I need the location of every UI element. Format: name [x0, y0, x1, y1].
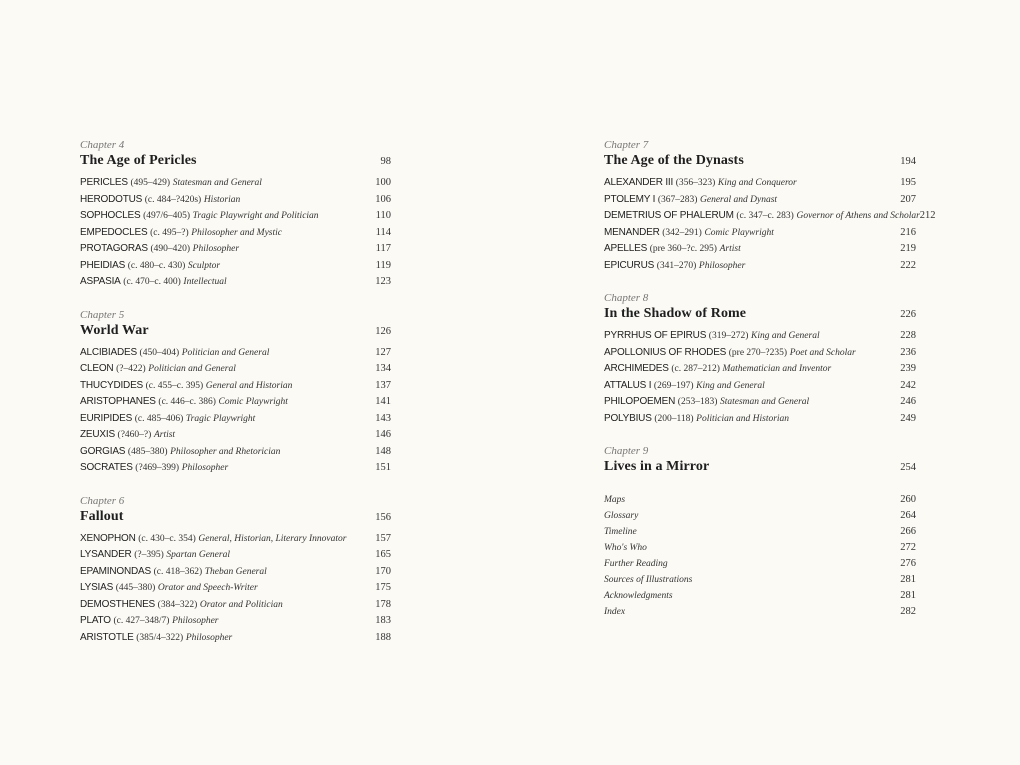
entry-name: XENOPHON	[80, 532, 136, 544]
entry-text	[80, 241, 239, 258]
back-matter-label: Index	[604, 607, 626, 617]
entry-name: DEMETRIUS OF PHALERUM	[604, 210, 734, 221]
toc-entry	[604, 378, 916, 395]
entry-dates: (c. 347–c. 283)	[736, 211, 794, 221]
entry-page-number: 242	[900, 379, 916, 391]
entry-text	[80, 564, 267, 581]
entry-dates: (385/4–322)	[136, 632, 184, 643]
entry-text	[604, 411, 789, 428]
entry-page-number: 141	[375, 396, 391, 407]
toc-entry	[80, 208, 391, 225]
toc-entry	[80, 580, 391, 597]
back-matter-item	[604, 508, 916, 524]
chapter-page-number: 98	[380, 156, 391, 167]
chapter-page-number: 156	[375, 511, 391, 523]
entry-name: EPICURUS	[604, 259, 655, 271]
toc-entry	[604, 225, 916, 242]
back-matter-item	[604, 540, 916, 556]
entry-role: General and Dynast	[700, 194, 778, 205]
chapter-label: Chapter 4	[80, 139, 125, 151]
entry-role: Governor of Athens and Scholar	[796, 211, 920, 221]
back-matter-list	[604, 492, 916, 620]
entry-dates: (495–429)	[130, 178, 171, 188]
entry-page-number: 188	[375, 631, 391, 643]
entry-dates: (c. 485–406)	[134, 413, 184, 424]
entry-role: Politician and General	[148, 364, 236, 374]
chapter-page-number: 254	[900, 462, 916, 473]
toc-entry	[80, 175, 391, 192]
back-matter-item	[604, 524, 916, 540]
back-matter-item	[604, 604, 916, 620]
entry-role: Orator and Speech-Writer	[157, 583, 258, 593]
entry-role: Philosopher	[185, 632, 233, 643]
toc-entry	[604, 241, 916, 258]
toc-entry	[80, 378, 391, 395]
entry-name: ZEUXIS	[80, 429, 115, 440]
entry-page-number: 146	[375, 429, 391, 440]
chapter-title: Fallout	[80, 508, 124, 524]
entry-dates: (c. 427–348/7)	[113, 616, 170, 626]
entry-text	[80, 630, 232, 647]
entry-role: Theban General	[204, 566, 267, 577]
toc-entry	[604, 258, 916, 275]
entry-name: PERICLES	[80, 177, 128, 188]
entry-page-number: 157	[375, 532, 391, 544]
toc-entry	[604, 208, 936, 225]
entry-role: Poet and Scholar	[789, 347, 856, 358]
entry-page-number: 178	[375, 598, 391, 610]
entry-role: Historian	[203, 194, 241, 205]
entry-name: ARISTOTLE	[80, 631, 134, 643]
entry-text	[80, 378, 292, 395]
back-matter-label: Further Reading	[604, 559, 668, 569]
entry-role: Statesman and General	[172, 178, 262, 188]
entry-text	[80, 531, 346, 548]
chapter-title: World War	[80, 322, 149, 338]
entry-dates: (c. 484–?420s)	[144, 194, 202, 205]
toc-entry	[604, 192, 916, 209]
entry-dates: (485–380)	[127, 446, 168, 457]
entry-dates: (367–283)	[657, 194, 698, 205]
entry-text	[80, 613, 219, 630]
entry-dates: (384–322)	[157, 599, 198, 610]
entry-page-number: 106	[375, 193, 391, 205]
toc-entry	[80, 394, 391, 411]
entry-role: General and Historian	[205, 380, 293, 391]
toc-entry	[80, 361, 391, 378]
entry-name: ARCHIMEDES	[604, 363, 669, 374]
left-page	[80, 138, 391, 663]
entry-page-number: 183	[375, 615, 391, 626]
entry-name: ASPASIA	[80, 276, 121, 287]
entry-page-number: 117	[375, 243, 391, 254]
entry-dates: (c. 430–c. 354)	[138, 533, 196, 544]
entry-dates: (497/6–405)	[143, 211, 191, 221]
entry-dates: (445–380)	[115, 583, 156, 593]
entry-page-number: 212	[919, 210, 936, 221]
toc-entry	[80, 547, 391, 564]
toc-entry	[604, 345, 916, 362]
toc-entry	[80, 564, 391, 581]
entry-dates: (pre 360–?c. 295)	[649, 244, 717, 254]
toc-entry	[604, 361, 916, 378]
chapter-title: In the Shadow of Rome	[604, 306, 747, 321]
entry-role: Politician and General	[181, 347, 270, 358]
entry-dates: (?469–399)	[135, 463, 180, 473]
entry-page-number: 228	[900, 330, 916, 341]
entry-name: MENANDER	[604, 226, 660, 238]
entry-role: Philosopher and Rhetorician	[170, 446, 281, 457]
entry-page-number: 119	[375, 259, 391, 271]
back-matter-page-number: 276	[900, 558, 916, 569]
entry-name: ALCIBIADES	[80, 346, 137, 358]
entry-name: SOPHOCLES	[80, 210, 141, 221]
toc-entry	[80, 192, 391, 209]
back-matter-label: Timeline	[604, 527, 637, 537]
entry-page-number: 148	[375, 445, 391, 457]
chapter-title: Lives in a Mirror	[604, 459, 710, 474]
entry-name: LYSIAS	[80, 582, 114, 593]
chapter-label: Chapter 7	[604, 139, 649, 151]
entry-role: Intellectual	[183, 277, 227, 287]
entry-name: POLYBIUS	[604, 412, 652, 424]
entry-text	[604, 258, 745, 275]
entry-role: Sculptor	[187, 260, 221, 271]
entry-text	[80, 208, 319, 225]
toc-entry	[604, 328, 916, 345]
entry-name: EPAMINONDAS	[80, 565, 151, 577]
entry-page-number: 175	[375, 582, 391, 593]
entry-text	[80, 460, 228, 477]
entry-page-number: 100	[375, 177, 391, 188]
chapter-page-number: 126	[375, 325, 391, 337]
back-matter-label: Glossary	[604, 511, 639, 521]
entry-role: Artist	[719, 244, 741, 254]
entry-page-number: 195	[900, 177, 916, 188]
chapter-section	[604, 291, 916, 427]
chapter-title: The Age of Pericles	[80, 153, 197, 168]
entry-role: Tragic Playwright and Politician	[192, 211, 319, 221]
entry-role: Philosopher	[698, 260, 746, 271]
entry-name: SOCRATES	[80, 462, 133, 473]
entry-role: General, Historian, Literary Innovator	[198, 533, 347, 544]
entry-name: APOLLONIUS OF RHODES	[604, 346, 727, 358]
entry-text	[80, 274, 227, 291]
entry-text	[80, 225, 282, 242]
entry-dates: (c. 480–c. 430)	[127, 260, 186, 271]
entry-text	[80, 597, 283, 614]
entry-role: King and General	[696, 380, 765, 391]
entry-dates: (c. 418–362)	[153, 566, 203, 577]
back-matter-page-number: 272	[900, 542, 916, 553]
entry-page-number: 123	[375, 276, 391, 287]
entry-page-number: 137	[375, 379, 391, 391]
entry-name: EURIPIDES	[80, 412, 133, 424]
entry-text	[80, 580, 258, 597]
entry-dates: (c. 287–212)	[671, 364, 720, 374]
chapter-section	[604, 138, 936, 274]
entry-page-number: 114	[375, 226, 391, 238]
entry-text	[80, 547, 230, 564]
entry-name: PYRRHUS OF EPIRUS	[604, 330, 707, 341]
entry-role: Tragic Playwright	[185, 413, 256, 424]
entry-name: ALEXANDER III	[604, 177, 674, 188]
entry-name: PTOLEMY I	[604, 193, 656, 205]
toc-entry	[80, 630, 391, 647]
entry-role: King and General	[751, 331, 820, 341]
back-matter-item	[604, 556, 916, 572]
entry-text	[604, 208, 920, 225]
toc-entry	[80, 345, 391, 362]
entry-dates: (490–420)	[150, 244, 191, 254]
chapter-heading	[604, 306, 916, 322]
entry-name: THUCYDIDES	[80, 379, 144, 391]
chapter-label: Chapter 5	[80, 308, 125, 321]
chapter-section	[604, 444, 916, 475]
entry-dates: (c. 455–c. 395)	[145, 380, 204, 391]
entry-text	[604, 394, 809, 411]
entry-role: Statesman and General	[719, 397, 810, 407]
entry-text	[604, 328, 820, 345]
entry-dates: (319–272)	[708, 331, 749, 341]
entry-dates: (200–118)	[654, 413, 694, 424]
entry-text	[80, 192, 240, 209]
toc-entry	[604, 175, 916, 192]
entry-text	[604, 225, 774, 242]
back-matter-page-number: 282	[900, 606, 916, 617]
toc-entry	[80, 613, 391, 630]
entry-role: Mathematician and Inventor	[722, 364, 832, 374]
entry-name: DEMOSTHENES	[80, 598, 156, 610]
entry-text	[604, 192, 777, 209]
toc-entry	[80, 531, 391, 548]
entry-name: PHEIDIAS	[80, 259, 126, 271]
entry-name: PROTAGORAS	[80, 243, 148, 254]
entry-text	[80, 175, 262, 192]
entry-role: Philosopher	[172, 616, 219, 626]
entry-role: Politician and Historian	[696, 413, 790, 424]
entry-dates: (c. 446–c. 386)	[158, 397, 216, 407]
chapter-section	[80, 308, 391, 477]
chapter-heading	[80, 323, 391, 339]
entry-name: GORGIAS	[80, 445, 126, 457]
chapter-heading	[604, 153, 916, 169]
entry-name: ARISTOPHANES	[80, 396, 156, 407]
entry-page-number: 216	[900, 226, 916, 238]
entry-page-number: 170	[375, 565, 391, 577]
chapter-page-number: 226	[900, 309, 916, 320]
entry-page-number: 134	[375, 363, 391, 374]
back-matter-page-number: 281	[900, 574, 916, 585]
back-matter-label: Sources of Illustrations	[604, 575, 693, 585]
entry-name: PHILOPOEMEN	[604, 396, 676, 407]
back-matter-label: Who's Who	[604, 543, 647, 553]
entry-name: LYSANDER	[80, 549, 132, 560]
entry-role: Comic Playwright	[218, 397, 288, 407]
entry-page-number: 151	[375, 462, 391, 473]
entry-role: King and Conqueror	[717, 178, 797, 188]
entry-page-number: 110	[375, 210, 391, 221]
entry-text	[80, 411, 255, 428]
entry-dates: (450–404)	[139, 347, 180, 358]
chapter-section	[80, 494, 391, 647]
toc-entry	[80, 460, 391, 477]
chapter-title: The Age of the Dynasts	[604, 153, 744, 168]
entry-role: Philosopher and Mystic	[191, 227, 282, 238]
entry-text	[80, 427, 175, 444]
back-matter-page-number: 264	[900, 510, 916, 521]
entry-text	[604, 361, 831, 378]
toc-entry	[80, 444, 391, 461]
chapter-label: Chapter 8	[604, 292, 649, 304]
entry-text	[80, 394, 288, 411]
entry-role: Comic Playwright	[704, 227, 774, 238]
entry-dates: (?460–?)	[117, 430, 152, 440]
entry-text	[80, 258, 220, 275]
toc-entry	[80, 427, 391, 444]
entry-name: APELLES	[604, 243, 648, 254]
entry-page-number: 236	[900, 346, 916, 358]
entry-dates: (c. 470–c. 400)	[123, 277, 181, 287]
right-page	[604, 138, 936, 620]
entry-role: Artist	[153, 430, 176, 440]
chapter-page-number: 194	[900, 156, 916, 167]
toc-entry	[80, 241, 391, 258]
entry-name: EMPEDOCLES	[80, 226, 148, 238]
toc-entry	[604, 411, 916, 428]
entry-page-number: 207	[900, 193, 916, 205]
chapter-heading	[604, 459, 916, 475]
entry-text	[604, 378, 765, 395]
entry-dates: (?–395)	[134, 550, 164, 560]
toc-entry	[80, 597, 391, 614]
chapter-heading	[80, 509, 391, 525]
entry-text	[80, 444, 280, 461]
entry-page-number: 239	[900, 363, 916, 374]
entry-name: ATTALUS I	[604, 379, 652, 391]
entry-text	[604, 175, 797, 192]
entry-text	[80, 361, 236, 378]
entry-dates: (342–291)	[662, 227, 702, 238]
entry-page-number: 165	[375, 549, 391, 560]
back-matter-page-number: 260	[900, 494, 916, 505]
entry-text	[80, 345, 269, 362]
chapter-label: Chapter 9	[604, 445, 649, 457]
back-matter-item	[604, 588, 916, 604]
toc-entry	[80, 258, 391, 275]
entry-name: PLATO	[80, 615, 111, 626]
back-matter-item	[604, 492, 916, 508]
entry-role: Philosopher	[192, 244, 240, 254]
entry-text	[604, 241, 741, 258]
entry-role: Philosopher	[181, 463, 229, 473]
entry-role: Orator and Politician	[199, 599, 283, 610]
entry-page-number: 222	[900, 259, 916, 271]
chapter-label: Chapter 6	[80, 494, 125, 507]
entry-page-number: 219	[900, 243, 916, 254]
entry-page-number: 246	[900, 396, 916, 407]
back-matter-page-number: 266	[900, 526, 916, 537]
entry-dates: (341–270)	[656, 260, 697, 271]
entry-dates: (356–323)	[675, 178, 716, 188]
entry-dates: (pre 270–?235)	[728, 347, 788, 358]
toc-entry	[80, 274, 391, 291]
entry-text	[604, 345, 856, 362]
entry-dates: (?–422)	[116, 364, 146, 374]
entry-page-number: 127	[375, 346, 391, 358]
toc-entry	[80, 225, 391, 242]
toc-entry	[80, 411, 391, 428]
back-matter-page-number: 281	[900, 590, 916, 601]
entry-page-number: 143	[375, 412, 391, 424]
entry-name: CLEON	[80, 363, 114, 374]
toc-entry	[604, 394, 916, 411]
entry-page-number: 249	[900, 412, 916, 424]
back-matter-item	[604, 572, 916, 588]
entry-dates: (253–183)	[677, 397, 718, 407]
entry-dates: (269–197)	[653, 380, 694, 391]
chapter-heading	[80, 153, 391, 169]
back-matter-label: Acknowledgments	[604, 591, 673, 601]
entry-dates: (c. 495–?)	[150, 227, 189, 238]
entry-name: HERODOTUS	[80, 193, 143, 205]
entry-role: Spartan General	[166, 550, 230, 560]
chapter-section	[80, 138, 391, 291]
back-matter-label: Maps	[604, 495, 626, 505]
